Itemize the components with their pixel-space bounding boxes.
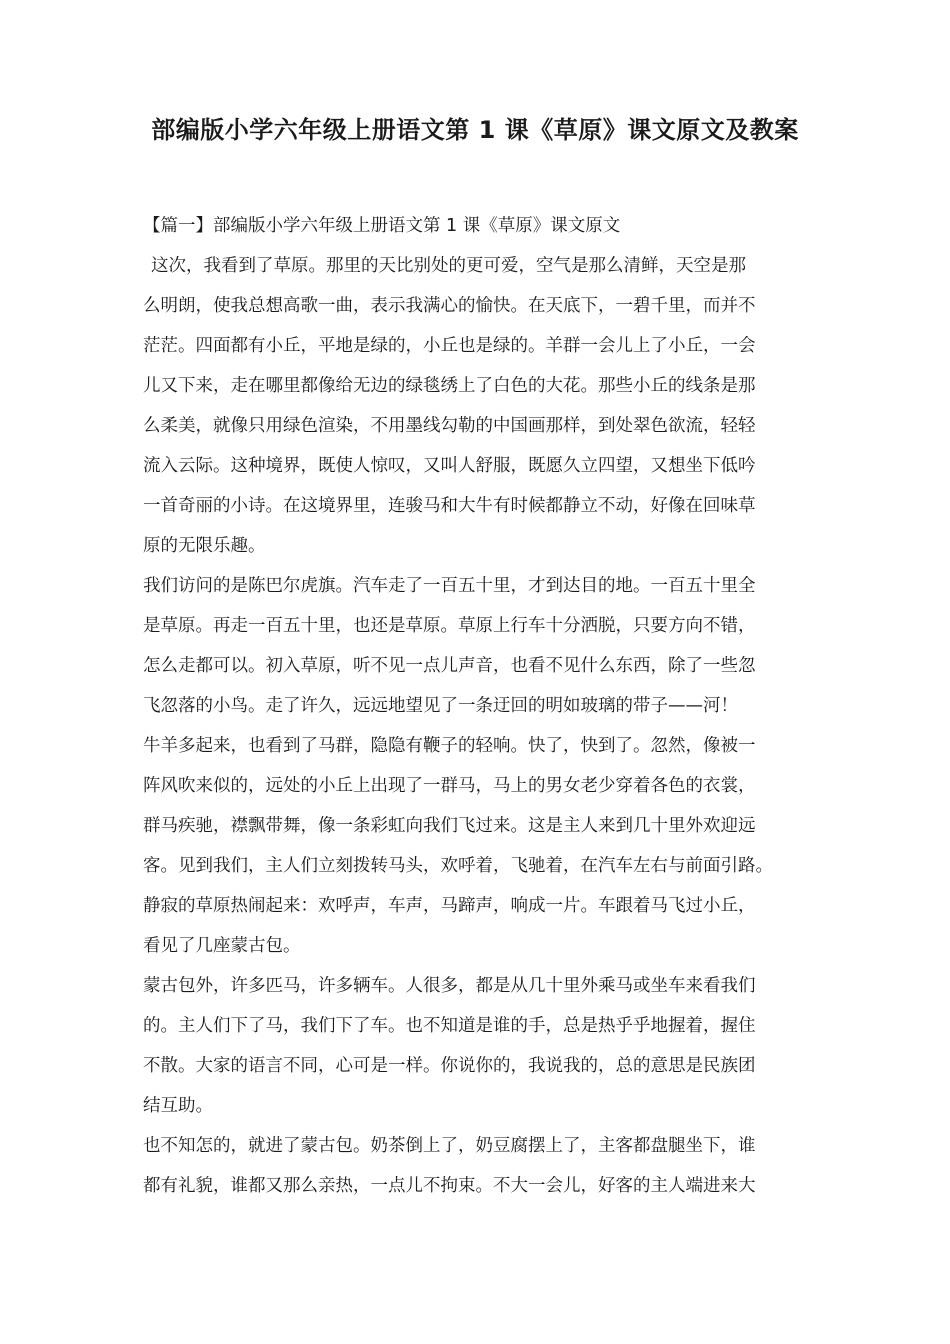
paragraph-line: 不散。大家的语言不同，心可是一样。你说你的，我说我的，总的意思是民族团 (143, 1056, 756, 1076)
paragraph-line: 儿又下来，走在哪里都像给无边的绿毯绣上了白色的大花。那些小丘的线条是那 (143, 376, 756, 396)
paragraph-line: 群马疾驰，襟飘带舞，像一条彩虹向我们飞过来。这是主人来到几十里外欢迎远 (143, 816, 756, 836)
paragraph-line: 原的无限乐趣。 (143, 536, 266, 556)
paragraph-line: 牛羊多起来，也看到了马群，隐隐有鞭子的轻响。快了，快到了。忽然，像被一 (143, 736, 756, 756)
paragraph-line: 飞忽落的小鸟。走了许久，远远地望见了一条迂回的明如玻璃的带子——河！ (143, 696, 738, 716)
paragraph-line: 也不知怎的，就进了蒙古包。奶茶倒上了，奶豆腐摆上了，主客都盘腿坐下，谁 (143, 1136, 756, 1156)
paragraph-line: 我们访问的是陈巴尔虎旗。汽车走了一百五十里，才到达目的地。一百五十里全 (143, 576, 756, 596)
paragraph-2 (143, 566, 807, 966)
paragraph-line: 怎么走都可以。初入草原，听不见一点儿声音，也看不见什么东西，除了一些忽 (143, 656, 756, 676)
document-body (143, 206, 807, 1206)
paragraph-line: 么明朗，使我总想高歌一曲，表示我满心的愉快。在天底下，一碧千里，而并不 (143, 296, 756, 316)
paragraph-line: 么柔美，就像只用绿色渲染，不用墨线勾勒的中国画那样，到处翠色欲流，轻轻 (143, 416, 756, 436)
paragraph-line: 茫茫。四面都有小丘，平地是绿的，小丘也是绿的。羊群一会儿上了小丘，一会 (143, 336, 756, 356)
paragraph-line: 的。主人们下了马，我们下了车。也不知道是谁的手，总是热乎乎地握着，握住 (143, 1016, 756, 1036)
paragraph-3 (143, 966, 807, 1126)
paragraph-line: 都有礼貌，谁都又那么亲热，一点儿不拘束。不大一会儿，好客的主人端进来大 (143, 1176, 756, 1196)
paragraph-line: 静寂的草原热闹起来：欢呼声，车声，马蹄声，响成一片。车跟着马飞过小丘， (143, 896, 756, 916)
paragraph-line: 结互助。 (143, 1096, 213, 1116)
document-title: 部编版小学六年级上册语文第 1 课《草原》课文原文及教案 (151, 116, 799, 144)
section-heading: 【篇一】部编版小学六年级上册语文第 1 课《草原》课文原文 (143, 216, 621, 236)
paragraph-line: 阵风吹来似的，远处的小丘上出现了一群马，马上的男女老少穿着各色的衣裳， (143, 776, 756, 796)
paragraph-line: 一首奇丽的小诗。在这境界里，连骏马和大牛有时候都静立不动，好像在回味草 (143, 496, 756, 516)
paragraph-line: 客。见到我们，主人们立刻拨转马头，欢呼着，飞驰着，在汽车左右与前面引路。 (143, 856, 773, 876)
paragraph-4 (143, 1126, 807, 1206)
paragraph-line: 流入云际。这种境界，既使人惊叹，又叫人舒服，既愿久立四望，又想坐下低吟 (143, 456, 756, 476)
paragraph-line: 蒙古包外，许多匹马，许多辆车。人很多，都是从几十里外乘马或坐车来看我们 (143, 976, 756, 996)
paragraph-line: 是草原。再走一百五十里，也还是草原。草原上行车十分洒脱，只要方向不错， (143, 616, 756, 636)
paragraph-line: 看见了几座蒙古包。 (143, 936, 301, 956)
paragraph-1 (143, 246, 807, 566)
paragraph-line: 这次，我看到了草原。那里的天比别处的更可爱，空气是那么清鲜，天空是那 (151, 256, 746, 276)
